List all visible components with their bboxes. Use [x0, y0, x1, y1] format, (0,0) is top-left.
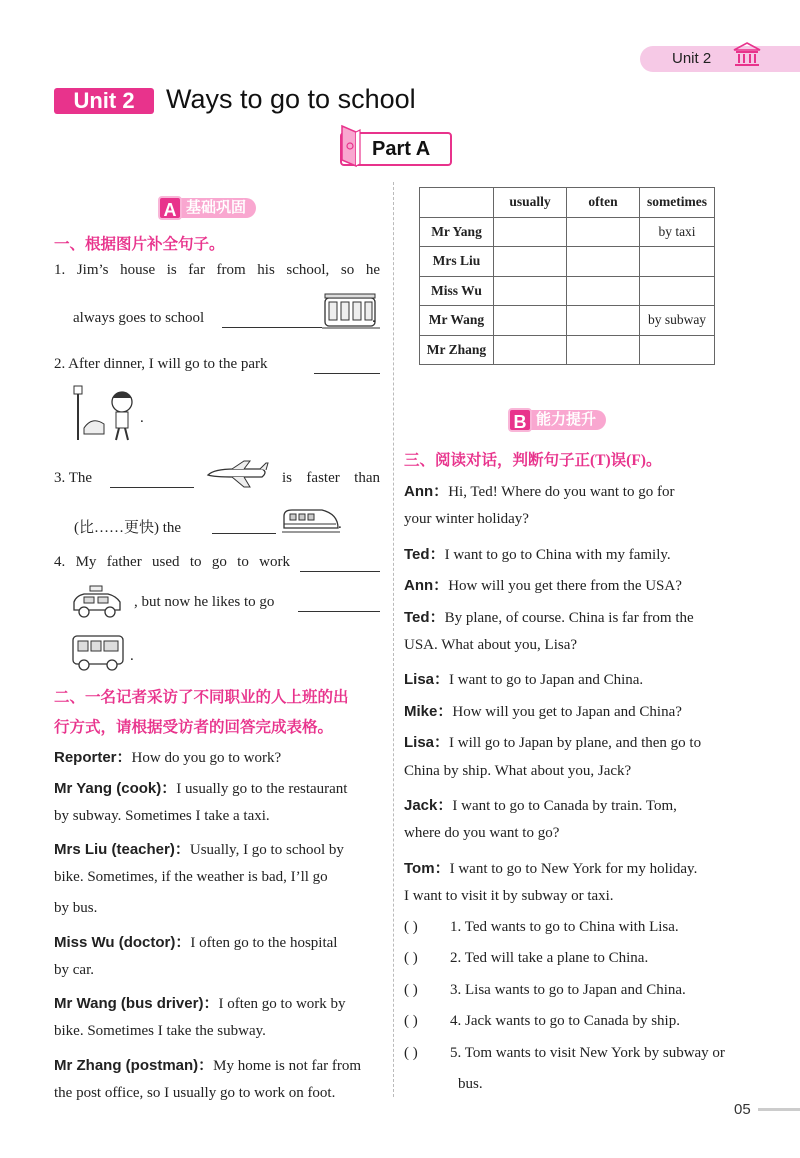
answer-parentheses[interactable]: ( )	[404, 919, 418, 935]
section-a-label: 基础巩固	[180, 198, 256, 218]
speaker-name: Ted	[404, 608, 430, 626]
dialogue-text: Hi, Ted! Where do you want to go for	[448, 484, 675, 500]
dialogue-text: I want to go to China with my family.	[444, 546, 671, 563]
dialogue-text: I want to go to Japan and China.	[449, 672, 644, 689]
statement-text: bus.	[458, 1076, 483, 1092]
table-cell: Mr Wang	[420, 306, 494, 336]
answer-blank[interactable]	[222, 312, 322, 328]
table-cell[interactable]	[494, 247, 567, 277]
q3-heading: 三、阅读对话，判断句子正(T)误(F)。	[404, 452, 662, 469]
dialogue-text: by car.	[54, 961, 94, 978]
table-row	[420, 335, 715, 365]
q1-item4-line2: , but now he likes to go	[134, 594, 275, 610]
section-b-letter: B	[508, 408, 532, 432]
answer-parentheses[interactable]: ( )	[404, 1013, 418, 1030]
taxi-icon	[70, 584, 124, 625]
answer-parentheses[interactable]: ( )	[404, 950, 418, 967]
dialogue-line	[54, 808, 384, 825]
q2-heading-line1: 二、一名记者采访了不同职业的人上班的出	[54, 689, 349, 706]
statement-text: 4. Jack wants to go to Canada by ship.	[450, 1013, 680, 1030]
park-walk-icon	[70, 384, 142, 449]
speaker-name: Ted	[404, 545, 430, 563]
table-cell[interactable]	[494, 217, 567, 247]
answer-blank[interactable]	[110, 472, 194, 488]
q1-item1-line2	[73, 310, 204, 327]
dialogue-text: the post office, so I usually go to work on foot.	[54, 1084, 336, 1101]
dialogue-line	[404, 543, 734, 564]
dialogue-line	[54, 931, 384, 952]
speaker-name: Reporter	[54, 749, 117, 766]
speaker-separator: ：	[116, 749, 132, 766]
table-header-row	[420, 188, 715, 218]
speaker-separator: ：	[198, 1057, 214, 1074]
dialogue-text: by bus.	[54, 900, 98, 916]
table-cell[interactable]	[567, 306, 640, 336]
dialogue-line	[404, 637, 734, 654]
dialogue-line	[54, 1054, 384, 1075]
dialogue-line	[404, 574, 734, 595]
statement-text: 1. Ted wants to go to China with Lisa.	[450, 919, 679, 935]
dialogue-text: How do you go to work?	[131, 750, 282, 766]
statement-row	[404, 919, 679, 936]
dialogue-text: I want to visit it by subway or taxi.	[404, 888, 614, 905]
answer-blank[interactable]	[300, 556, 380, 572]
dialogue-line	[54, 838, 384, 859]
transport-table	[419, 187, 715, 365]
speaker-name: Mrs Liu (teacher)	[54, 841, 175, 859]
dialogue-text: I will go to Japan by plane, and then go to	[449, 735, 702, 752]
statement-text: 5. Tom wants to visit New York by subway or	[450, 1044, 725, 1061]
statement-row	[404, 1013, 680, 1030]
speaker-separator: ：	[175, 933, 191, 951]
bus-icon	[70, 632, 128, 677]
dialogue-line	[404, 668, 734, 689]
dialogue-text: How will you get to Japan and China?	[452, 703, 682, 720]
statement-row	[404, 950, 648, 967]
table-cell[interactable]	[640, 276, 715, 306]
dialogue-text: Usually, I go to school by	[189, 842, 344, 859]
answer-blank[interactable]	[298, 596, 380, 612]
dialogue-text: I want to go to Canada by train. Tom,	[452, 798, 677, 814]
dialogue-text: USA. What about you, Lisa?	[404, 637, 578, 653]
speaker-separator: ：	[434, 734, 450, 752]
dialogue-text: your winter holiday?	[404, 511, 529, 528]
dialogue-line	[54, 1085, 384, 1102]
statement-text: 2. Ted will take a plane to China.	[450, 950, 649, 967]
speaker-separator: ：	[174, 841, 190, 859]
q1-item3-c: (比……更快) the	[74, 520, 182, 536]
q1-item3-a: 3. The	[54, 470, 93, 486]
dialogue-text: by subway. Sometimes I take a taxi.	[54, 807, 270, 824]
dialogue-line	[404, 731, 734, 752]
speaker-name: Lisa	[404, 671, 435, 689]
table-header-cell	[420, 188, 494, 218]
page-title: Ways to go to school	[166, 84, 416, 114]
part-label: Part A	[372, 138, 431, 160]
dialogue-line	[54, 900, 384, 917]
statement-row	[404, 1045, 725, 1062]
dialogue-line	[54, 869, 384, 886]
section-a-letter: A	[158, 196, 182, 220]
table-cell[interactable]	[567, 335, 640, 365]
table-cell: Mr Zhang	[420, 335, 494, 365]
answer-parentheses[interactable]: ( )	[404, 1044, 418, 1061]
dialogue-line	[54, 962, 384, 979]
q1-item3-b: is faster than	[282, 470, 380, 486]
table-cell[interactable]	[494, 335, 567, 365]
speaker-separator: ：	[437, 702, 453, 720]
dialogue-line	[404, 511, 734, 528]
table-header-cell: usually	[494, 188, 567, 218]
q1-item4-period: .	[130, 648, 134, 664]
speaker-separator: ：	[434, 671, 450, 689]
q2-heading-line2: 行方式，请根据受访者的回答完成表格。	[54, 719, 334, 736]
dialogue-line	[404, 825, 734, 842]
q1-item2-period: .	[140, 410, 144, 426]
dialogue-line	[404, 857, 734, 878]
speaker-separator: ：	[437, 797, 453, 814]
dialogue-line	[54, 746, 384, 767]
header-tab-label: Unit 2	[672, 50, 712, 67]
speaker-separator: ：	[433, 577, 449, 595]
speaker-name: Miss Wu (doctor)	[54, 933, 176, 951]
q1-item1-period: .	[372, 310, 376, 326]
dialogue-text: How will you get there from the USA?	[448, 578, 682, 595]
statement-row	[404, 982, 686, 999]
speaker-name: Ann	[404, 577, 434, 595]
table-header-cell: sometimes	[640, 188, 715, 218]
plane-icon	[204, 460, 270, 495]
dialogue-text: where do you want to go?	[404, 825, 560, 842]
speaker-name: Tom	[404, 859, 435, 877]
dialogue-text: I often go to work by	[218, 996, 346, 1013]
table-cell: Miss Wu	[420, 276, 494, 306]
table-cell: Mr Yang	[420, 217, 494, 247]
table-cell: Mrs Liu	[420, 247, 494, 277]
unit-badge: Unit 2	[54, 88, 154, 114]
q1-item3-period: .	[338, 516, 342, 532]
dialogue-text: My home is not far from	[213, 1058, 362, 1074]
dialogue-line	[404, 480, 734, 501]
page-number: 05	[734, 1101, 751, 1118]
dialogue-line	[54, 777, 384, 798]
speaker-separator: ：	[433, 483, 449, 500]
dialogue-text: China by ship. What about you, Jack?	[404, 762, 632, 779]
q1-item1-text: always goes to school	[73, 310, 205, 326]
dialogue-text: I usually go to the restaurant	[176, 780, 348, 797]
dialogue-line	[54, 992, 384, 1013]
dialogue-line	[404, 888, 734, 905]
speaker-separator: ：	[429, 608, 445, 626]
table-cell[interactable]	[567, 276, 640, 306]
q1-item2-line1: 2. After dinner, I will go to the park	[54, 356, 268, 372]
dialogue-line	[404, 700, 734, 721]
speaker-name: Lisa	[404, 734, 435, 752]
speaker-separator: ：	[203, 995, 219, 1013]
dialogue-line	[404, 794, 734, 815]
column-divider	[393, 182, 394, 1097]
statement-row	[404, 1076, 483, 1093]
table-cell[interactable]	[640, 247, 715, 277]
footer-rule	[758, 1108, 800, 1111]
table-cell[interactable]	[494, 276, 567, 306]
section-b-label: 能力提升	[530, 410, 606, 430]
highspeed-train-icon	[282, 506, 340, 541]
answer-blank[interactable]	[314, 358, 380, 374]
dialogue-text: By plane, of course. China is far from the	[444, 609, 694, 626]
table-cell[interactable]	[494, 306, 567, 336]
table-cell: by subway	[640, 306, 715, 336]
speaker-name: Mr Wang (bus driver)	[54, 995, 204, 1013]
dialogue-text: bike. Sometimes I take the subway.	[54, 1023, 266, 1040]
table-cell[interactable]	[567, 247, 640, 277]
dialogue-line	[404, 763, 734, 780]
book-icon	[338, 124, 362, 173]
answer-parentheses[interactable]: ( )	[404, 981, 418, 998]
q1-item4-line1: 4. My father used to go to work	[54, 554, 290, 570]
table-row	[420, 306, 715, 336]
answer-blank[interactable]	[212, 518, 276, 534]
speaker-separator: ：	[161, 779, 177, 797]
dialogue-text: I often go to the hospital	[190, 934, 338, 951]
speaker-separator: ：	[429, 545, 445, 563]
table-row	[420, 247, 715, 277]
speaker-name: Ann	[404, 483, 434, 500]
statement-text: 3. Lisa wants to go to Japan and China.	[450, 981, 686, 998]
dialogue-line	[404, 606, 734, 627]
q1-item1-line1: 1. Jim’s house is far from his school, so he	[54, 262, 380, 278]
speaker-name: Mr Yang (cook)	[54, 779, 162, 797]
q1-heading: 一、根据图片补全句子。	[54, 236, 225, 253]
speaker-separator: ：	[434, 859, 450, 877]
speaker-name: Mike	[404, 702, 438, 720]
speaker-name: Jack	[404, 797, 438, 814]
speaker-name: Mr Zhang (postman)	[54, 1057, 199, 1074]
table-row	[420, 217, 715, 247]
table-header-cell: often	[567, 188, 640, 218]
temple-icon	[732, 42, 762, 73]
table-cell[interactable]	[567, 217, 640, 247]
dialogue-text: I want to go to New York for my holiday.	[449, 860, 698, 877]
dialogue-line	[54, 1023, 384, 1040]
table-cell[interactable]	[640, 335, 715, 365]
table-cell: by taxi	[640, 217, 715, 247]
table-row	[420, 276, 715, 306]
header-tab	[640, 46, 800, 72]
dialogue-text: bike. Sometimes, if the weather is bad, I’ll go	[54, 869, 328, 886]
